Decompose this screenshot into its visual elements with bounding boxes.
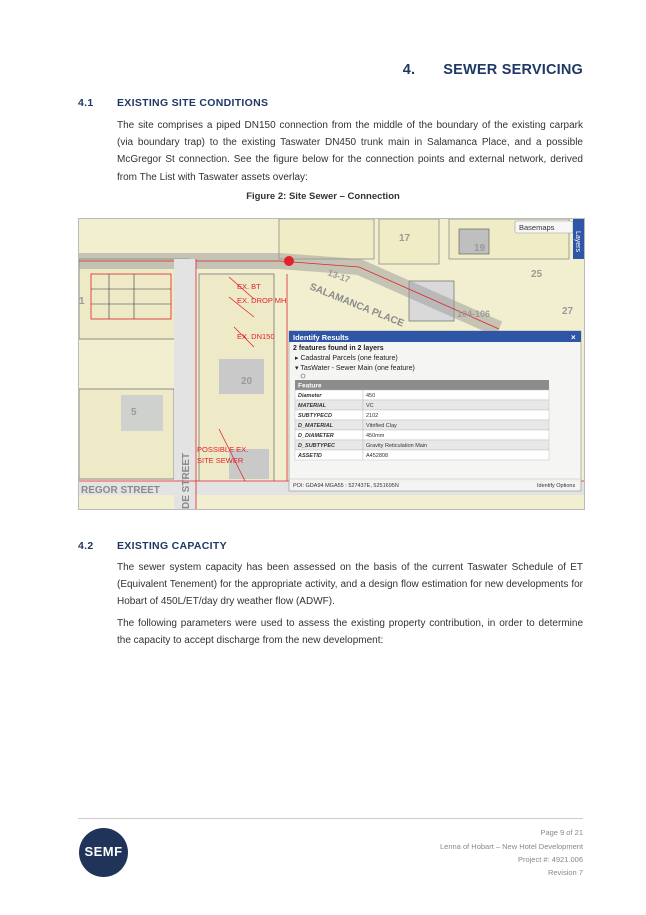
street-label-salamanca: SALAMANCA PLACE	[307, 281, 406, 330]
section-number: 4.	[402, 62, 416, 78]
paragraph-capacity-1: The sewer system capacity has been assessed on the basis of the current Taswater Schedule of ET (Equivalent Tenement) for the appropriate activity, and a design flow estimation for new developments for Hobart of 450L/ET/day dry weather flow (ADWF).	[117, 562, 583, 608]
popup-layer-2: ▾ TasWater - Sewer Main (one feature)	[295, 365, 415, 372]
lot-number: 5	[131, 407, 137, 418]
section-heading	[403, 62, 583, 78]
parcel	[279, 219, 374, 259]
street-label-de: DE STREET	[181, 452, 192, 509]
footer-page: Page 9 of 21	[540, 828, 583, 837]
feature-row-key: MATERIAL	[298, 403, 327, 409]
basemaps-label: Basemaps	[519, 223, 555, 232]
feature-row-value: 2102	[366, 413, 379, 419]
footer-project-name: Lenna of Hobart – New Hotel Development	[440, 842, 583, 851]
feature-row-key: SUBTYPECD	[298, 413, 332, 419]
site-sewer-map	[78, 218, 585, 510]
subheading-title: EXISTING CAPACITY	[117, 540, 227, 552]
subheading-4-1	[78, 97, 268, 109]
lot-number: 1	[79, 296, 85, 307]
map-pin-icon	[284, 256, 294, 266]
popup-summary: 2 features found in 2 layers	[293, 345, 384, 352]
lot-number: 20	[241, 376, 253, 387]
lot-number: 27	[562, 306, 574, 317]
street-label-mcgregor: REGOR STREET	[81, 485, 160, 496]
feature-row-key: Diameter	[298, 393, 322, 399]
poi-coordinates: POI: GDA94 MGA55 : 527437E, 5251695N	[293, 483, 399, 489]
annotation-possible-ex: POSSIBLE EX.	[197, 445, 249, 454]
feature-row-value: 450	[366, 393, 376, 399]
popup-title: Identify Results	[293, 333, 349, 342]
feature-row-key: ASSETID	[298, 453, 322, 459]
annotation-ex-dn150: EX. DN150	[237, 332, 275, 341]
lot-number: 104-106	[457, 309, 491, 319]
footer-project-number: Project #: 4921.006	[517, 855, 583, 864]
identify-results-popup	[289, 331, 581, 491]
feature-row-value: Vitrified Clay	[366, 423, 397, 429]
annotation-ex-drop-mh: EX. DROP MH	[237, 296, 287, 305]
layers-label: Layers	[574, 231, 581, 253]
paragraph-capacity-2: The following parameters were used to assess the existing property contribution, in order to determine the capacity to accept discharge from the new development:	[117, 618, 583, 647]
lot-number: 13-17	[326, 267, 352, 285]
logo-text: SEMF	[84, 844, 123, 859]
subheading-number: 4.2	[78, 540, 94, 552]
feature-row-value: Gravity Reticulation Main	[366, 443, 428, 449]
annotation-site-sewer: SITE SEWER	[197, 456, 244, 465]
feature-table-header	[295, 380, 549, 390]
building	[121, 395, 163, 431]
feature-row-value-cell	[363, 410, 549, 420]
feature-row-value-cell	[363, 390, 549, 400]
footer-revision: Revision 7	[547, 868, 583, 877]
annotation-ex-bt: EX. BT	[237, 282, 261, 291]
feature-table-header-label: Feature	[298, 382, 322, 390]
feature-row-key: D_DIAMETER	[298, 433, 334, 439]
feature-table	[295, 380, 549, 460]
section-title: SEWER SERVICING	[443, 62, 583, 78]
feature-row-value-cell	[363, 400, 549, 410]
feature-row-key: D_MATERIAL	[298, 423, 334, 429]
popup-close-icon[interactable]: ×	[571, 333, 576, 342]
feature-row-value-cell	[363, 450, 549, 460]
feature-row-value: A452808	[366, 453, 389, 459]
feature-row-value-cell	[363, 430, 549, 440]
identify-options-link[interactable]: Identify Options	[537, 483, 576, 489]
company-logo	[79, 828, 128, 877]
subheading-title: EXISTING SITE CONDITIONS	[117, 97, 269, 109]
figure-caption: Figure 2: Site Sewer – Connection	[246, 191, 400, 202]
footer-rule	[78, 818, 583, 819]
subheading-number: 4.1	[78, 97, 94, 109]
paragraph-site-conditions: The site comprises a piped DN150 connection from the middle of the boundary of the existing carpark (via boundary trap) to the existing Taswater DN450 trunk main in Salamanca Place, and a possible McGregor St connection. See the figure below for the connection points and external network, derived from The List with Taswater assets overlay:	[117, 120, 583, 183]
lot-number: 25	[531, 269, 543, 280]
feature-row-value: 450mm	[366, 433, 385, 439]
feature-row-key: D_SUBTYPEC	[298, 443, 335, 449]
lot-number: 19	[474, 243, 486, 254]
popup-layer-1: ▸ Cadastral Parcels (one feature)	[295, 355, 398, 362]
feature-row-value: VC	[366, 403, 374, 409]
subheading-4-2	[78, 540, 227, 552]
lot-number: 17	[399, 233, 411, 244]
